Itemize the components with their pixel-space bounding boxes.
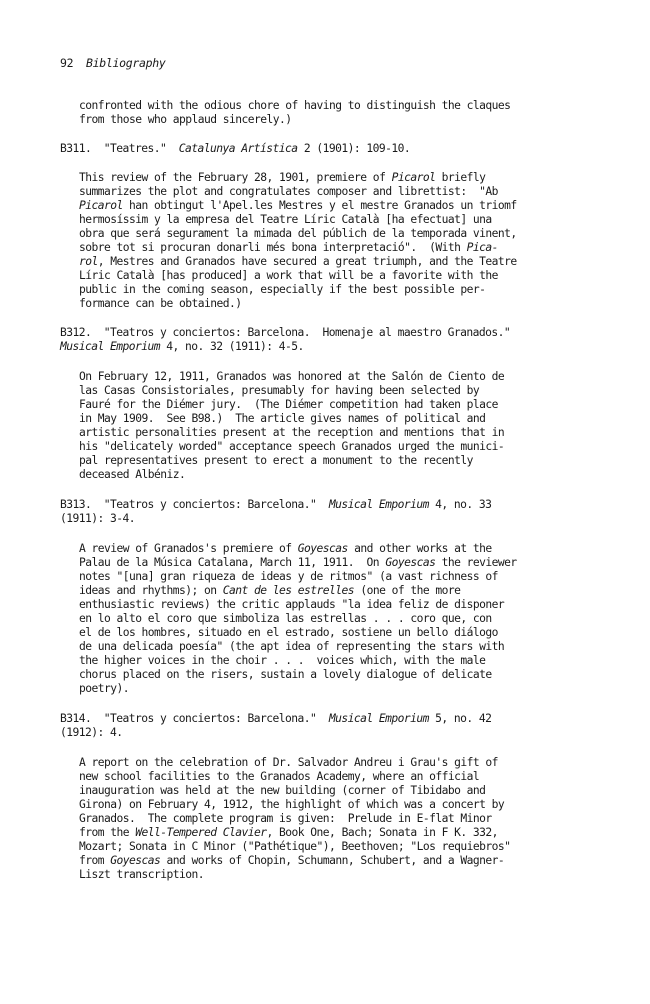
entry-citation-line [60, 498, 491, 512]
entry-annotation-line [79, 654, 485, 668]
entry-citation-line [60, 340, 304, 354]
entry-annotation-line [79, 241, 498, 255]
entry-annotation-line [79, 556, 517, 570]
italic-title: Goyescas [297, 542, 348, 555]
page-number: 92 [60, 56, 74, 70]
entry-annotation-line [79, 269, 498, 283]
entry-annotation-line [79, 598, 504, 612]
entry-annotation-line [79, 826, 498, 840]
text-run: B311. "Teatres." [60, 142, 179, 155]
entry-annotation-line [79, 199, 517, 213]
text-run: 2 (1901): 109-10. [297, 142, 411, 155]
italic-title: Goyescas [385, 556, 436, 569]
text-run: sobre tot si procuran donarli més bona interpretació". (With [79, 241, 467, 254]
text-run: Liszt transcription. [79, 868, 205, 881]
entry-annotation-line [79, 185, 498, 199]
text-run: from those who applaud sincerely.) [79, 113, 292, 126]
text-run: summarizes the plot and congratulates composer and librettist: "Ab [79, 185, 498, 198]
text-run: Mozart; Sonata in C Minor ("Pathétique"), Beethoven; "Los requiebros" [79, 840, 511, 853]
entry-annotation-line [79, 454, 473, 468]
text-run: han obtingut l'Apel.les Mestres y el mestre Granados un triomf [122, 199, 517, 212]
entry-annotation-line [79, 213, 492, 227]
text-run: Líric Català [has produced] a work that will be a favorite with the [79, 269, 498, 282]
text-run: las Casas Consistoriales, presumably for having been selected by [79, 384, 480, 397]
text-run: and other works at the [347, 542, 492, 555]
text-run: and works of Chopin, Schumann, Schubert, and a Wagner- [160, 854, 505, 867]
entry-annotation-line [79, 756, 498, 770]
text-run: the reviewer [435, 556, 517, 569]
entry-annotation-line [79, 297, 242, 311]
entry-citation-line [60, 142, 410, 156]
italic-title: Well-Tempered Clavier [135, 826, 267, 839]
text-run: en lo alto el coro que simboliza las estrellas . . . coro que, con [79, 612, 492, 625]
text-run: artistic personalities present at the reception and mentions that in [79, 426, 505, 439]
text-run: (1912): 4. [60, 726, 123, 739]
italic-title: Picarol [391, 171, 436, 184]
text-run: public in the coming season, especially if the best possible per- [79, 283, 486, 296]
entry-citation-line [60, 326, 510, 340]
entry-citation-line [60, 712, 491, 726]
text-run: (one of the more [354, 584, 461, 597]
entry-annotation-line [79, 784, 485, 798]
entry-annotation-line [79, 99, 510, 113]
text-run: ideas and rhythms); on [79, 584, 223, 597]
text-run: notes "[una] gran riqueza de ideas y de ritmos" (a vast richness of [79, 570, 498, 583]
entry-annotation-line [79, 584, 460, 598]
text-run: 4, no. 32 (1911): 4-5. [160, 340, 304, 353]
text-run: hermosíssim y la empresa del Teatre Líric Català [ha efectuat] una [79, 213, 492, 226]
text-run: formance can be obtained.) [79, 297, 242, 310]
text-run: B312. "Teatros y conciertos: Barcelona. Homenaje al maestro Granados." [60, 326, 511, 339]
italic-title: Musical Emporium [60, 340, 161, 353]
entry-annotation-line [79, 570, 498, 584]
text-run: pal representatives present to erect a monument to the recently [79, 454, 473, 467]
entry-annotation-line [79, 440, 504, 454]
text-run: A report on the celebration of Dr. Salvador Andreu i Grau's gift of [79, 756, 498, 769]
entry-annotation-line [79, 468, 185, 482]
text-run: confronted with the odious chore of having to distinguish the claques [79, 99, 511, 112]
text-run: from [79, 854, 111, 867]
italic-title: Musical Emporium [328, 712, 429, 725]
text-run: 5, no. 42 [428, 712, 492, 725]
running-header: Bibliography [86, 56, 166, 70]
text-run: inauguration was held at the new building (corner of Tibidabo and [79, 784, 486, 797]
text-run: 4, no. 33 [428, 498, 492, 511]
text-run: in May 1909. See B98.) The article gives names of political and [79, 412, 486, 425]
text-run: Granados. The complete program is given: Prelude in E-flat Minor [79, 812, 492, 825]
text-run: el de los hombres, situado en el estrado, sostiene un bello diálogo [79, 626, 498, 639]
text-run: chorus placed on the risers, sustain a lovely dialogue of delicate [79, 668, 492, 681]
entry-annotation-line [79, 398, 498, 412]
italic-title: Pica- [466, 241, 498, 254]
text-run: from the [79, 826, 136, 839]
italic-title: Cant de les estrelles [222, 584, 355, 597]
entry-annotation-line [79, 426, 504, 440]
text-run: his "delicately worded" acceptance speech Granados urged the munici- [79, 440, 505, 453]
text-run: Palau de la Música Catalana, March 11, 1911. On [79, 556, 386, 569]
entry-annotation-line [79, 682, 129, 696]
text-run: , Book One, Bach; Sonata in F K. 332, [266, 826, 498, 839]
entry-annotation-line [79, 612, 492, 626]
text-run: A review of Granados's premiere of [79, 542, 298, 555]
entry-annotation-line [79, 227, 517, 241]
text-run: new school facilities to the Granados Academy, where an official [79, 770, 480, 783]
text-run: deceased Albéniz. [79, 468, 186, 481]
entry-annotation-line [79, 283, 485, 297]
text-run: obra que será segurament la mimada del públich de la temporada vinent, [79, 227, 517, 240]
entry-citation-line [60, 512, 135, 526]
entry-annotation-line [79, 384, 479, 398]
text-run: poetry). [79, 682, 130, 695]
text-run: On February 12, 1911, Granados was honored at the Salón de Ciento de [79, 370, 505, 383]
entry-annotation-line [79, 626, 498, 640]
entry-annotation-line [79, 255, 517, 269]
text-run: enthusiastic reviews) the critic applauds "la idea feliz de disponer [79, 598, 505, 611]
entry-annotation-line [79, 798, 504, 812]
italic-title: rol [79, 255, 98, 268]
text-run: de una delicada poesía" (the apt idea of representing the stars with [79, 640, 505, 653]
text-run: B314. "Teatros y conciertos: Barcelona." [60, 712, 329, 725]
italic-title: Picarol [79, 199, 123, 212]
entry-annotation-line [79, 412, 485, 426]
italic-title: Goyescas [110, 854, 161, 867]
entry-annotation-line [79, 840, 510, 854]
entry-annotation-line [79, 171, 485, 185]
entry-annotation-line [79, 770, 479, 784]
entry-citation-line [60, 726, 123, 740]
text-run: (1911): 3-4. [60, 512, 136, 525]
entry-annotation-line [79, 640, 504, 654]
text-run: B313. "Teatros y conciertos: Barcelona." [60, 498, 329, 511]
text-run: Girona) on February 4, 1912, the highlight of which was a concert by [79, 798, 505, 811]
text-run: This review of the February 28, 1901, premiere of [79, 171, 392, 184]
text-run: briefly [435, 171, 486, 184]
text-run: , Mestres and Granados have secured a great triumph, and the Teatre [97, 255, 517, 268]
entry-annotation-line [79, 868, 204, 882]
entry-annotation-line [79, 812, 492, 826]
italic-title: Catalunya Artística [178, 142, 298, 155]
entry-annotation-line [79, 113, 292, 127]
text-run: the higher voices in the choir . . . voices which, with the male [79, 654, 486, 667]
text-run: Fauré for the Diémer jury. (The Diémer competition had taken place [79, 398, 498, 411]
entry-annotation-line [79, 668, 492, 682]
entry-annotation-line [79, 854, 504, 868]
entry-annotation-line [79, 370, 504, 384]
entry-annotation-line [79, 542, 492, 556]
italic-title: Musical Emporium [328, 498, 429, 511]
